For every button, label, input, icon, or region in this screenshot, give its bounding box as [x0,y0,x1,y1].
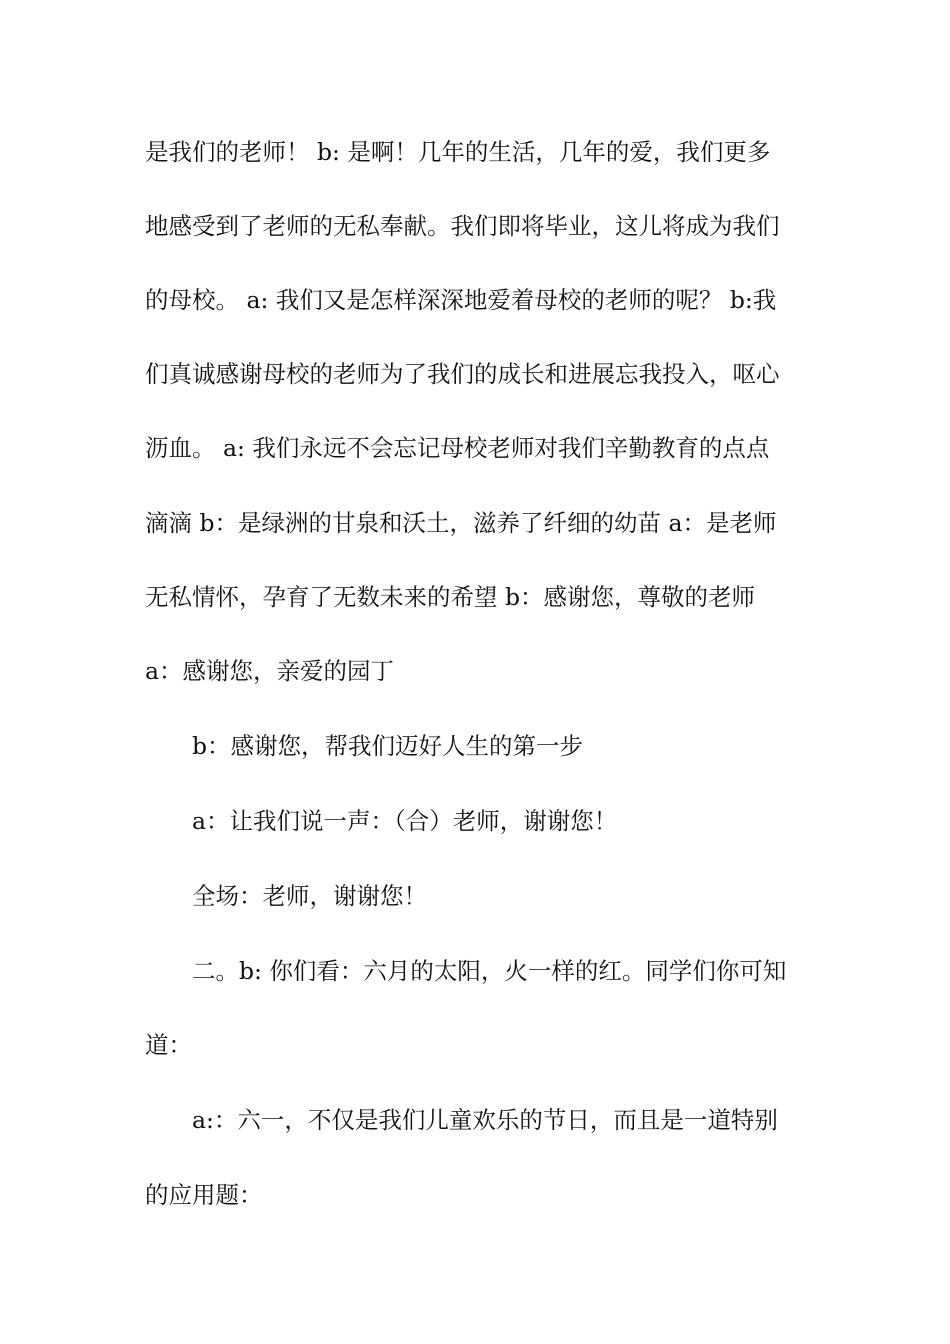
text-line-8: a：感谢您，亲爱的园丁 [145,657,395,685]
text-line-12: 二。b: 你们看：六月的太阳，火一样的红。同学们你可知 [192,957,787,985]
text-line-13: 道： [145,1031,192,1059]
text-line-14: a:：六一，不仅是我们儿童欢乐的节日，而且是一道特别 [192,1106,778,1134]
text-line-7: 无私情怀，孕育了无数未来的希望 b：感谢您，尊敬的老师 [145,583,756,611]
text-line-11: 全场：老师，谢谢您！ [192,882,427,910]
text-line-1: 是我们的老师！ b: 是啊！几年的生活，几年的爱，我们更多 [145,138,771,166]
text-line-2: 地感受到了老师的无私奉献。我们即将毕业，这儿将成为我们 [145,212,780,240]
text-line-3: 的母校。 a: 我们又是怎样深深地爱着母校的老师的呢？ b:我 [145,286,777,314]
text-line-9: b：感谢您，帮我们迈好人生的第一步 [192,732,584,760]
text-line-15: 的应用题： [145,1181,263,1209]
text-line-6: 滴滴 b：是绿洲的甘泉和沃土，滋养了纤细的幼苗 a：是老师 [145,509,777,537]
text-line-4: 们真诚感谢母校的老师为了我们的成长和进展忘我投入，呕心 [145,360,780,388]
text-line-10: a：让我们说一声：（合）老师，谢谢您！ [192,807,618,835]
text-line-5: 沥血。 a: 我们永远不会忘记母校老师对我们辛勤教育的点点 [145,434,770,462]
